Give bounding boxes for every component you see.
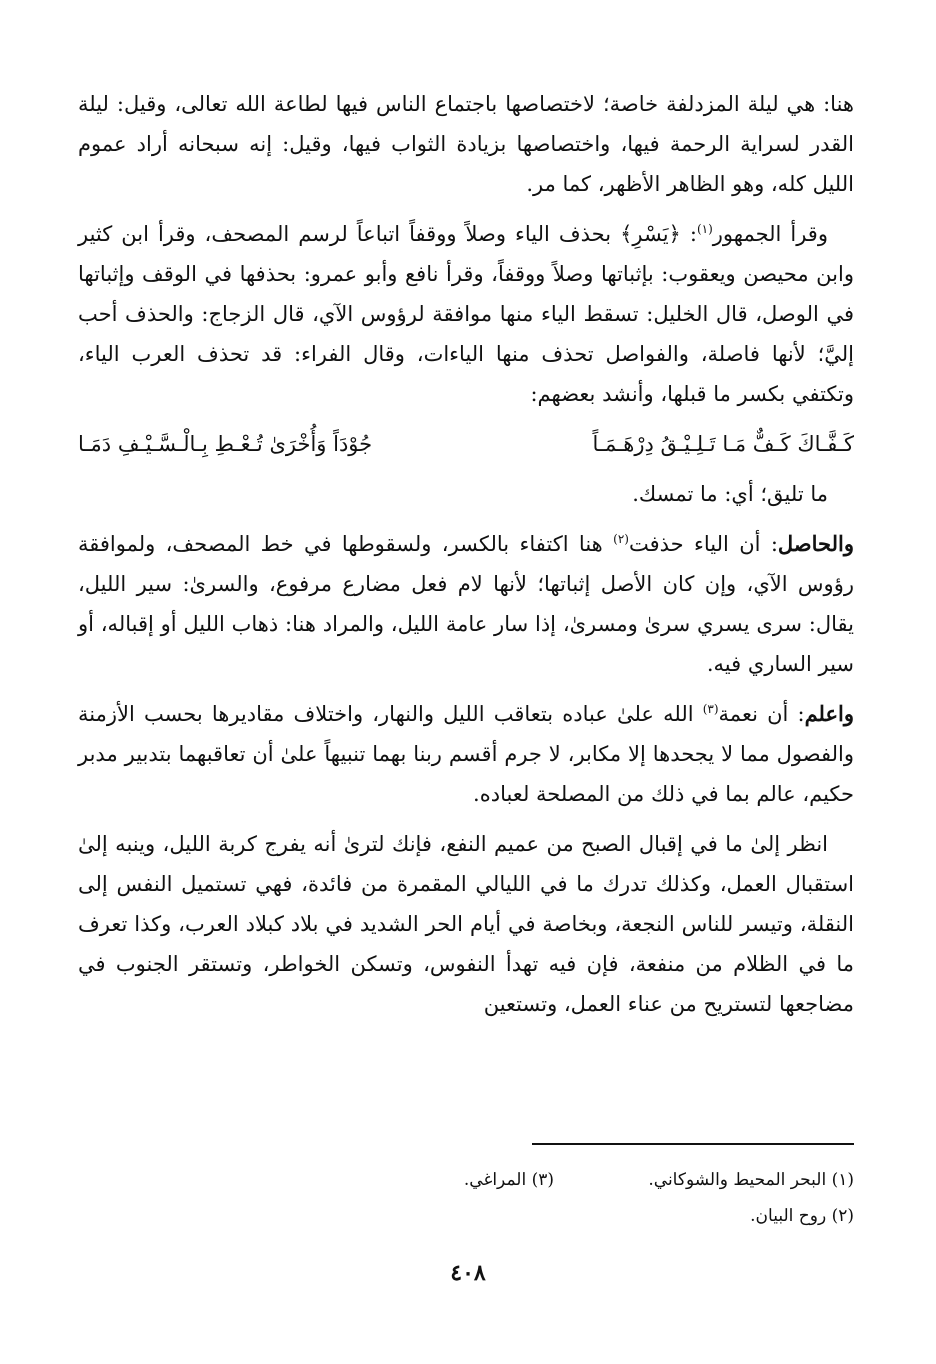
conclusion-lead: : أن الياء حذفت [628,532,778,556]
paragraph-laylah: هنا: هي ليلة المزدلفة خاصة؛ لاختصاصها باجتماع الناس فيها لطاعة الله تعالى، وقيل: ليلة القدر لسراية الرحمة فيها، واختصاصها بزيادة الثواب فيها، وقيل: إنه سبحانه أراد عموم الليل كله، وهو الظاهر الأظهر، كما مر. [78,92,854,196]
know-lead: : أن نعمة [718,702,805,726]
paragraph-meaning: ما تليق؛ أي: ما تمسك. [632,482,828,506]
conclusion-body: هنا اكتفاء بالكسر، ولسقوطها في خط المصحف، ولموافقة رؤوس الآي، وإن كان الأصل إثباتها؛ لأنها لام فعل مضارع مرفوع، والسرىٰ: سير الليل، يقال: سرى يسري سرىٰ ومسرىٰ، إذا سار عامة الليل، والمراد هنا: ذهاب الليل أو إقباله، أو سير الساري فيه. [78,532,854,676]
poetry-verse [78,424,854,464]
quran-word: ﴿يَسْرِ﴾ [620,222,681,246]
footnote-ref-2: (٢) [613,532,629,546]
footnote-ref-1: (١) [696,222,713,236]
paragraph-know [78,694,854,814]
page-body [78,84,854,1034]
conclusion-heading: والحاصل [777,531,854,556]
footnote-ref-3: (٣) [702,702,719,716]
know-body: الله علىٰ عباده بتعاقب الليل والنهار، واختلاف مقاديرها بحسب الأزمنة والفصول مما لا يجحدها إلا مكابر، لا جرم أقسم ربنا بهما تنبيهاً علىٰ أن تعاقبهما بتدبير مدبر حكيم، عالم بما في ذلك من المصلحة لعباده. [78,702,854,806]
footnote-row [78,1162,854,1198]
footnote-separator [532,1143,854,1145]
footnote-1: (١) البحر المحيط والشوكاني. [648,1170,854,1190]
verse-second-hemistich: جُوْدَاً وَأُخْرَىٰ تُـعْـطِ بِـالْـسَّـيْـفِ دَمَـا [78,432,373,456]
paragraph-qiraa: وقرأ الجمهور$^{(١)}$: ﴿يَسْرِ﴾ بحذف الياء وصلاً ووقفاً اتباعاً لرسم المصحف، وقرأ ابن كثير وابن محيصن ويعقوب: بإثباتها وصلاً ووقفاً، وقرأ نافع وأبو عمرو: بحذفها في الوقف وإثباتها في الوصل، قال الخليل: تسقط الياء منها موافقة لرؤوس الآي، قال الزجاج: والحذف أحب إليَّ؛ لأنها فاصلة، والفواصل تحذف منها الياءات، وقال الفراء: قد تحذف العرب الياء، وتكتفي بكسر ما قبلها، وأنشد بعضهم: [78,222,854,406]
qiraa-body: بحذف الياء وصلاً ووقفاً اتباعاً لرسم المصحف، وقرأ ابن كثير وابن محيصن ويعقوب: بإثباتها وصلاً ووقفاً، وقرأ نافع وأبو عمرو: بحذفها في الوقف وإثباتها في الوصل، قال الخليل: تسقط الياء منها موافقة لرؤوس الآي، قال الزجاج: والحذف أحب إليَّ؛ لأنها فاصلة، والفواصل تحذف منها الياءات، وقال الفراء: قد تحذف العرب الياء، وتكتفي بكسر ما قبلها، وأنشد بعضهم: [78,222,854,406]
paragraph-reflection: انظر إلىٰ ما في إقبال الصبح من عميم النفع، فإنك لترىٰ أنه يفرج كربة الليل، وينبه إلىٰ استقبال العمل، وكذلك تدرك ما في الليالي المقمرة من فائدة، فهي تستميل النفس إلى النقلة، وتيسر للناس النجعة، وبخاصة في أيام الحر الشديد في بلاد كبلاد العرب، وكذا تعرف ما في الظلام من منفعة، فإن فيه تهدأ النفوس، وتسكن الخواطر، وتستقر الجنوب في مضاجعها لتستريح من عناء العمل، وتستعين [78,832,854,1016]
page-number: ٤٠٨ [450,1260,486,1286]
footnote-3: (٣) المراغي. [463,1170,554,1190]
footnote-row [78,1198,854,1234]
footnotes [78,1162,854,1234]
paragraph-conclusion [78,524,854,684]
verse-first-hemistich: كَـفَّـاكَ كَـفٌّ مَـا تَـلِـيْـقُ دِرْهَـمَـاً [592,432,854,456]
footnote-2: (٢) روح البيان. [750,1206,854,1226]
qiraa-lead: وقرأ الجمهور [712,222,828,246]
know-heading: واعلم [804,701,854,726]
